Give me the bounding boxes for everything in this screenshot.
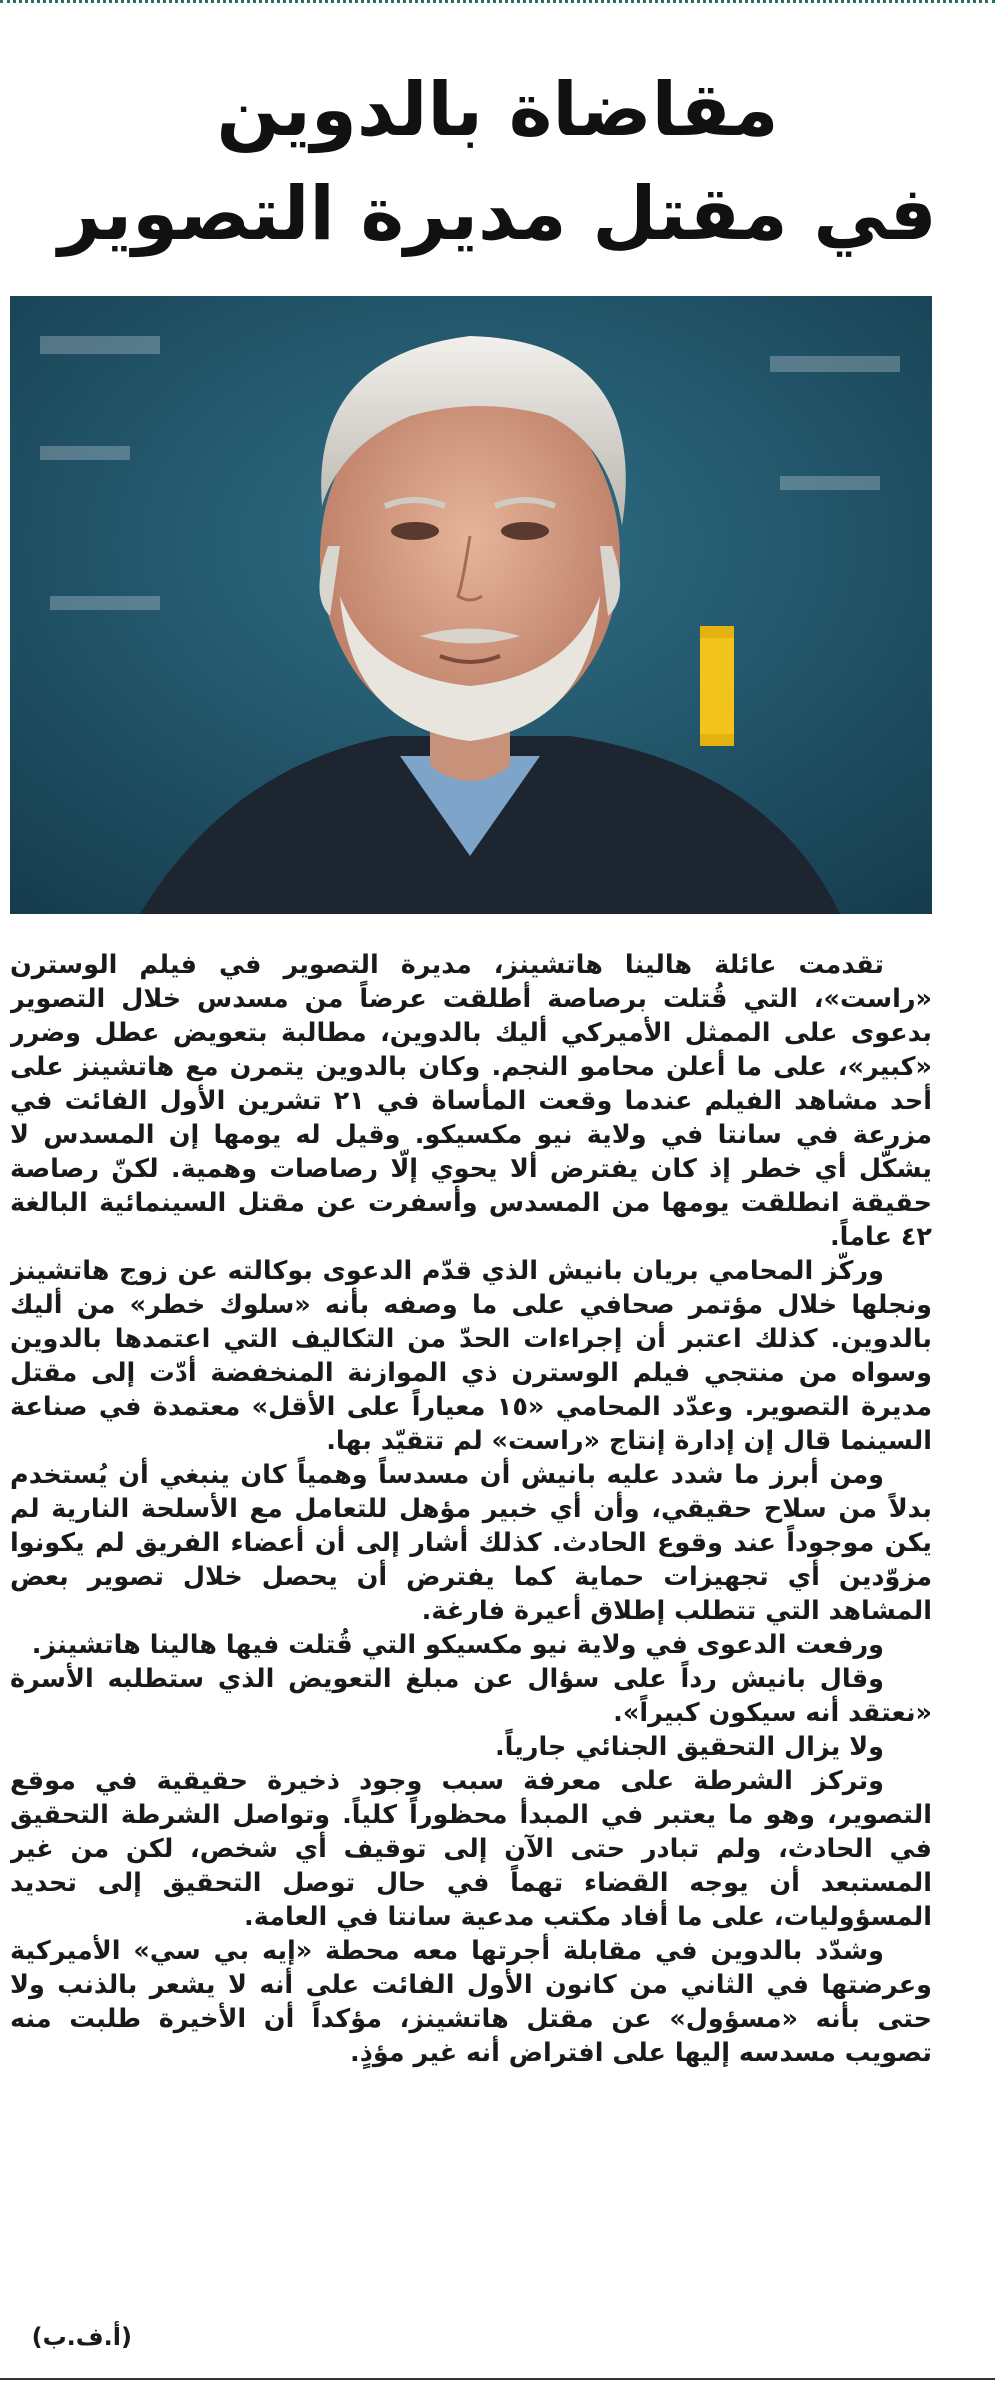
- paragraph: وشدّد بالدوين في مقابلة أجرتها معه محطة «إيه بي سي» الأميركية وعرضتها في الثاني من كانون الأول الفائت على أنه لا يشعر بالذنب ولا حتى بأنه «مسؤول» عن مقتل هاتشينز، مؤكداً أن الأخيرة طلبت منه تصويب مسدسه إليها على افتراض أنه غير مؤذٍ.: [10, 1936, 932, 2068]
- paragraph: ولا يزال التحقيق الجنائي جارياً.: [494, 1732, 884, 1762]
- article-body: [10, 948, 932, 2298]
- paragraph: وركّز المحامي بريان بانيش الذي قدّم الدعوى بوكالته عن زوج هاتشينز ونجلها خلال مؤتمر صحافي على ما وصفه بأنه «سلوك خطر» من أليك بالدوين. كذلك اعتبر أن إجراءات الحدّ من التكاليف التي اعتمدها بالدوين وسواه من منتجي فيلم الوسترن ذي الموازنة المنخفضة أدّت إلى مقتل مديرة التصوير. وعدّد المحامي «١٥ معياراً على الأقل» معتمدة في صناعة السينما قال إن إدارة إنتاج «راست» لم تتقيّد بها.: [10, 1256, 932, 1456]
- top-dotted-rule: [0, 0, 995, 3]
- headline-line-1: مقاضاة بالدوين: [216, 67, 779, 153]
- paragraph: تقدمت عائلة هالينا هاتشينز، مديرة التصوير في فيلم الوسترن «راست»، التي قُتلت برصاصة أطلقت عرضاً من مسدس خلال التصوير بدعوى على الممثل الأميركي أليك بالدوين، مطالبة بتعويض عطل وضرر «كبير»، على ما أعلن محامو النجم. وكان بالدوين يتمرن مع هاتشينز على أحد مشاهد الفيلم عندما وقعت المأساة في ٢١ تشرين الأول الفائت في مزرعة في سانتا في ولاية نيو مكسيكو. وقيل له يومها إن المسدس لا يشكّل أي خطر إذ كان يفترض ألا يحوي إلّا رصاصات وهمية. لكنّ رصاصة حقيقة انطلقت يومها من المسدس وأسفرت عن مقتل السينمائية البالغة ٤٢ عاماً.: [10, 950, 932, 1252]
- headline: [20, 58, 975, 266]
- headline-line-2: في مقتل مديرة التصوير: [58, 171, 937, 257]
- portrait-photo-illustration: [10, 296, 932, 914]
- paragraph: وتركز الشرطة على معرفة سبب وجود ذخيرة حقيقية في موقع التصوير، وهو ما يعتبر في المبدأ محظوراً كلياً. وتواصل الشرطة التحقيق في الحادث، ولم تبادر حتى الآن إلى توقيف أي شخص، لكن من غير المستبعد أن يوجه القضاء تهماً في حال توصل التحقيق إلى تحديد المسؤوليات، على ما أفاد مكتب مدعية سانتا في العامة.: [10, 1766, 932, 1932]
- paragraph: ومن أبرز ما شدد عليه بانيش أن مسدساً وهمياً كان ينبغي أن يُستخدم بدلاً من سلاح حقيقي، وأن أي خبير مؤهل للتعامل مع الأسلحة النارية لم يكن موجوداً عند وقوع الحادث. كذلك أشار إلى أن أعضاء الفريق لم يكونوا مزوّدين أي تجهيزات حماية كما يفترض أن يحصل خلال تصوير بعض المشاهد التي تتطلب إطلاق أعيرة فارغة.: [10, 1460, 932, 1626]
- paragraph: وقال بانيش رداً على سؤال عن مبلغ التعويض الذي ستطلبه الأسرة «نعتقد أنه سيكون كبيراً».: [10, 1664, 932, 1728]
- article-photo: [10, 296, 932, 914]
- agency-credit: (أ.ف.ب): [31, 2323, 132, 2351]
- paragraph: ورفعت الدعوى في ولاية نيو مكسيكو التي قُتلت فيها هالينا هاتشينز.: [31, 1630, 884, 1660]
- bottom-rule: [0, 2378, 995, 2380]
